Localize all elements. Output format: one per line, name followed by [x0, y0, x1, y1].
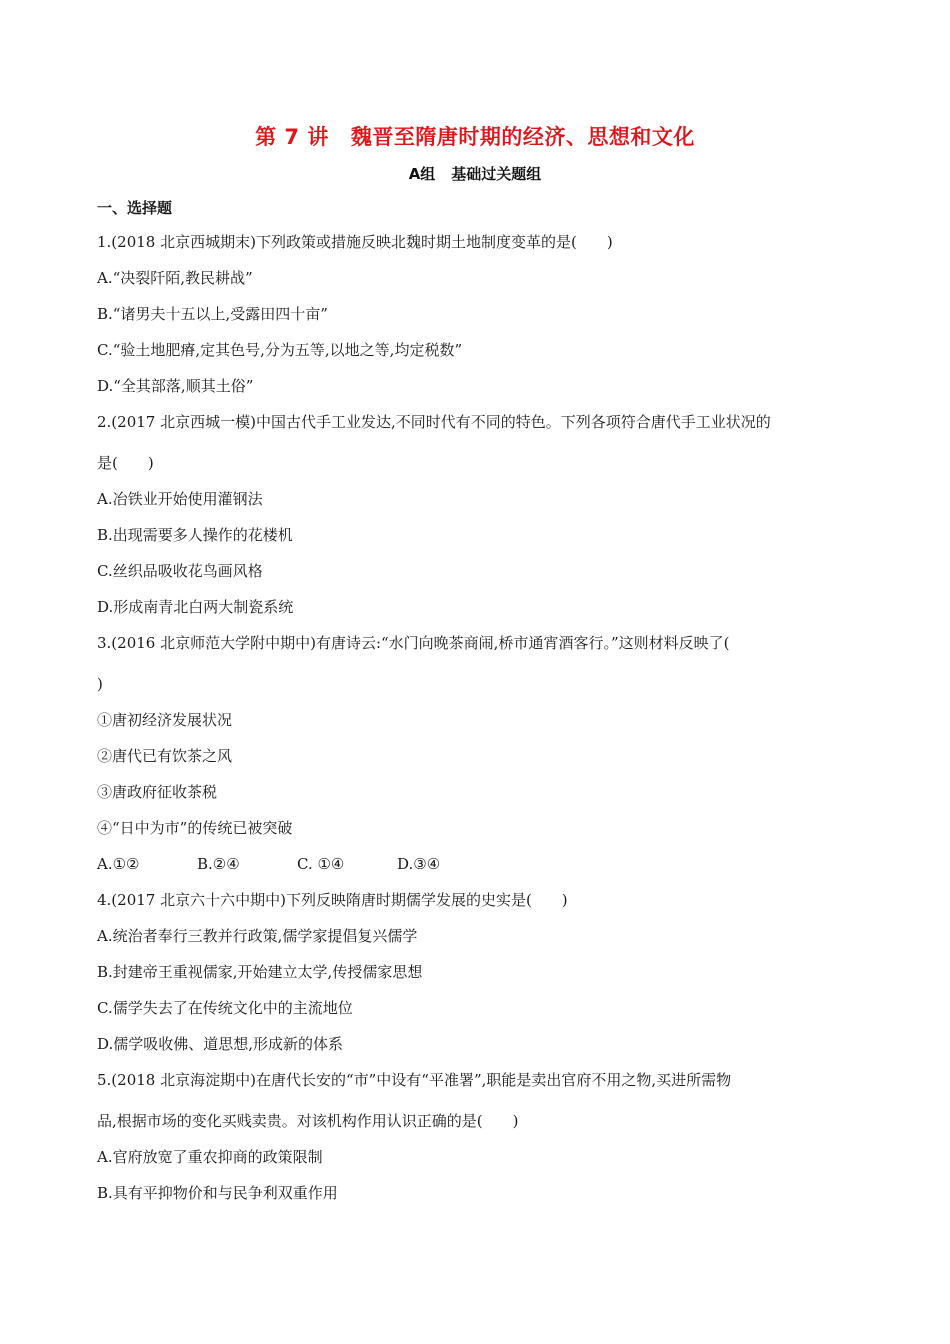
question-1-option-b: B.“诸男夫十五以上,受露田四十亩” [97, 305, 328, 323]
question-1-option-d: D.“全其部落,顺其土俗” [97, 377, 254, 395]
question-2-option-c: C.丝织品吸收花鸟画风格 [97, 562, 263, 580]
question-1-option-c: C.“验土地肥瘠,定其色号,分为五等,以地之等,均定税数” [97, 341, 463, 359]
question-4-option-c: C.儒学失去了在传统文化中的主流地位 [97, 999, 353, 1017]
question-3-choice-d: D.③④ [397, 855, 441, 873]
question-4-option-b: B.封建帝王重视儒家,开始建立太学,传授儒家思想 [97, 963, 423, 981]
question-2-option-b: B.出现需要多人操作的花楼机 [97, 526, 293, 544]
question-3-statement-1: ①唐初经济发展状况 [97, 711, 233, 729]
question-2-stem-cont: 是( ) [97, 454, 154, 472]
question-3-statement-2: ②唐代已有饮茶之风 [97, 747, 233, 765]
title-topic: 魏晋至隋唐时期的经济、思想和文化 [350, 125, 695, 149]
group-name: 基础过关题组 [451, 165, 542, 183]
question-5-stem-cont: 品,根据市场的变化买贱卖贵。对该机构作用认识正确的是( ) [97, 1112, 519, 1130]
question-5-option-b: B.具有平抑物价和与民争利双重作用 [97, 1184, 338, 1202]
question-3-statement-3: ③唐政府征收茶税 [97, 783, 218, 801]
question-5-stem: 5.(2018 北京海淀期中)在唐代长安的“市”中设有“平准署”,职能是卖出官府不用之物,买进所需物 [97, 1071, 732, 1089]
group-label: A组 [408, 165, 436, 183]
question-1-option-a: A.“决裂阡陌,教民耕战” [97, 269, 253, 287]
question-2-stem: 2.(2017 北京西城一模)中国古代手工业发达,不同时代有不同的特色。下列各项符合唐代手工业状况的 [97, 413, 771, 431]
question-3-choice-c: C. ①④ [297, 855, 345, 873]
question-5-option-a: A.官府放宽了重农抑商的政策限制 [97, 1148, 323, 1166]
title-lecture: 第 7 讲 [255, 125, 329, 149]
question-3-choice-b: B.②④ [197, 855, 240, 873]
question-3-choice-a: A.①② [97, 855, 140, 873]
question-4-option-d: D.儒学吸收佛、道思想,形成新的体系 [97, 1035, 344, 1053]
question-2-option-a: A.冶铁业开始使用灌钢法 [97, 490, 263, 508]
page-title [0, 121, 950, 151]
question-4-option-a: A.统治者奉行三教并行政策,儒学家提倡复兴儒学 [97, 927, 418, 945]
section-heading: 一、选择题 [97, 199, 173, 217]
question-2-option-d: D.形成南青北白两大制瓷系统 [97, 598, 294, 616]
question-3-stem: 3.(2016 北京师范大学附中期中)有唐诗云:“水门向晚茶商闹,桥市通宵酒客行。”这则材料反映了( [97, 634, 730, 652]
question-1-stem: 1.(2018 北京西城期末)下列政策或措施反映北魏时期土地制度变革的是( ) [97, 233, 613, 251]
group-heading [0, 163, 950, 184]
question-4-stem: 4.(2017 北京六十六中期中)下列反映隋唐时期儒学发展的史实是( ) [97, 891, 568, 909]
question-3-statement-4: ④“日中为市”的传统已被突破 [97, 819, 293, 837]
question-3-stem-cont: ) [97, 675, 103, 693]
question-3-choices [97, 853, 890, 875]
